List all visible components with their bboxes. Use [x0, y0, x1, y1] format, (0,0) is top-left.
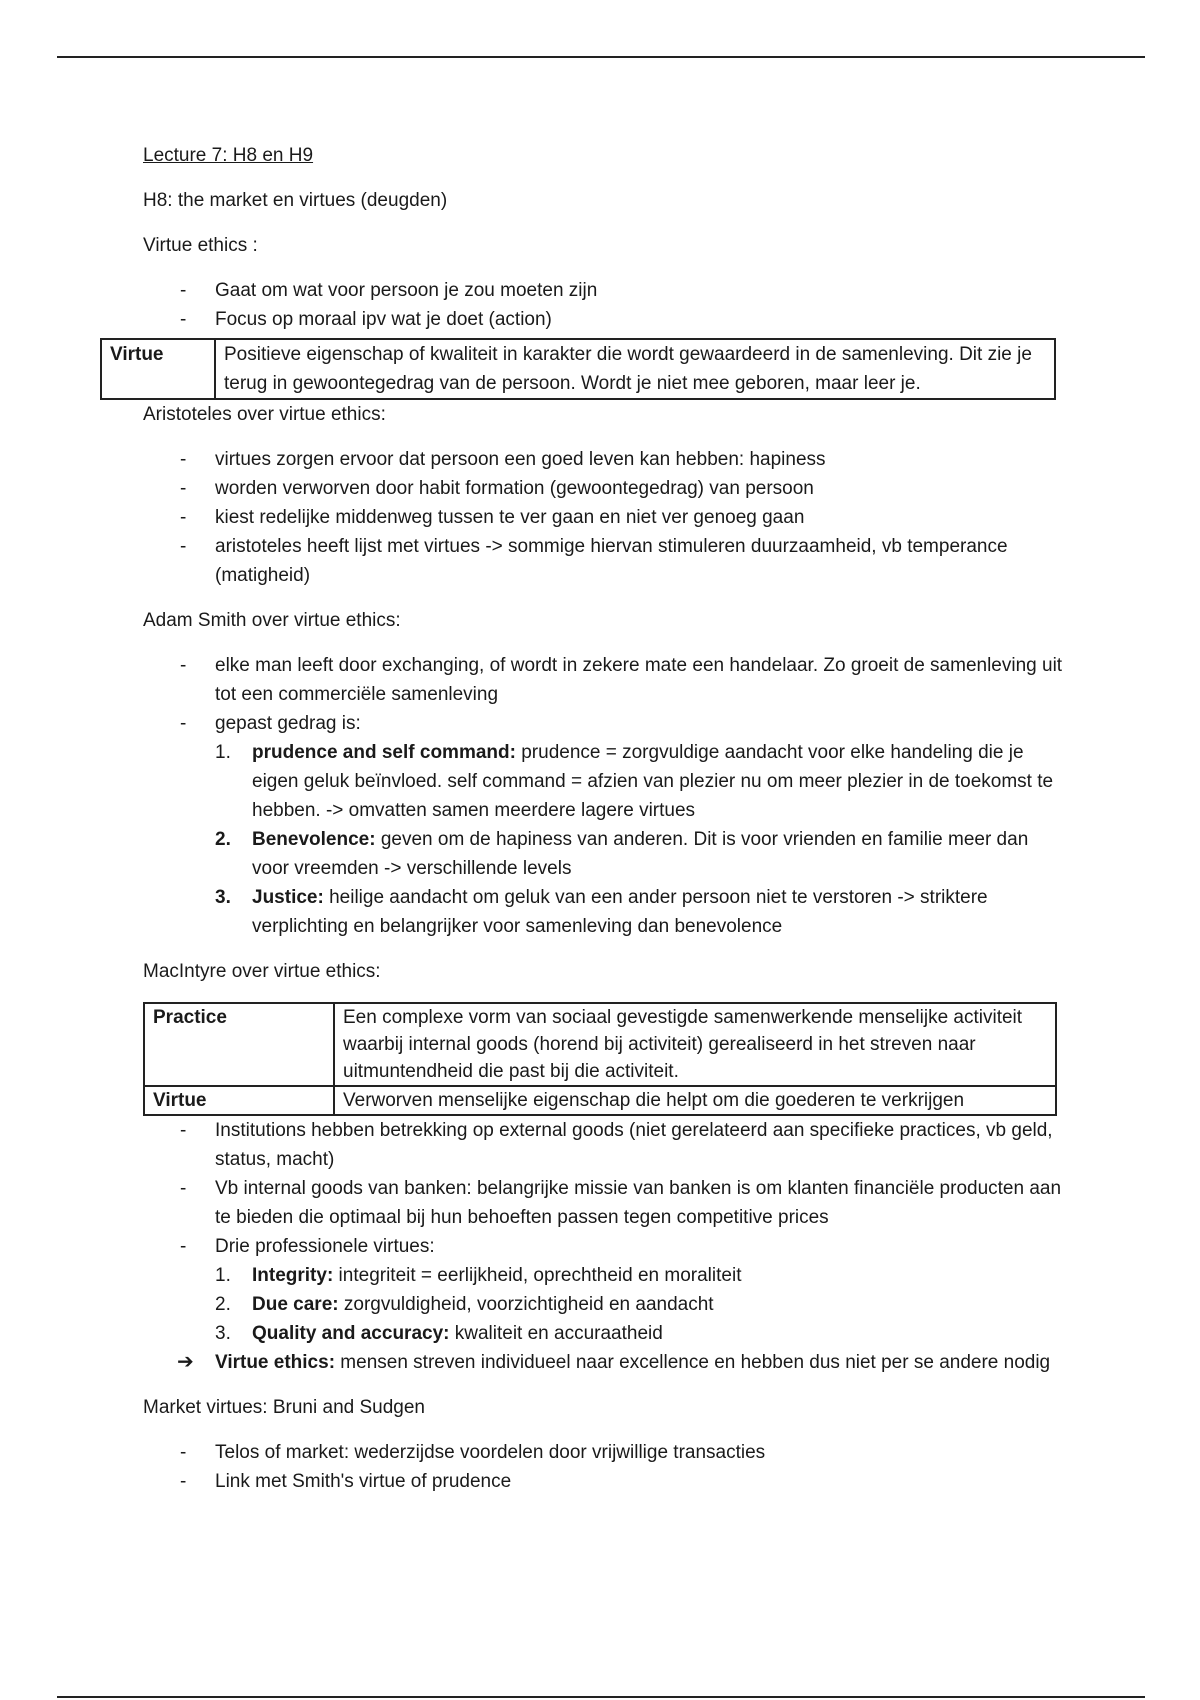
list-item: - elke man leeft door exchanging, of wordt in zekere mate een handelaar. Zo groeit de samenleving uit tot een commerciële samenleving: [215, 651, 1063, 709]
item-text: heilige aandacht om geluk van een ander persoon niet te verstoren -> striktere verplichting en belangrijker voor samenleving dan benevolence: [252, 887, 988, 937]
virtue-ethics-label: Virtue ethics :: [143, 235, 258, 256]
lecture-title: Lecture 7: H8 en H9: [143, 145, 314, 166]
smith-list: [143, 651, 1063, 941]
list-item: - aristoteles heeft lijst met virtues -> sommige hiervan stimuleren duurzaamheid, vb temperance (matigheid): [215, 532, 1063, 590]
list-item: - Focus op moraal ipv wat je doet (action): [215, 305, 1063, 334]
table-term: Virtue: [144, 1086, 334, 1115]
table-row: [144, 1003, 1056, 1086]
list-item-text: Drie professionele virtues:: [215, 1236, 435, 1257]
table-row: [101, 339, 1055, 399]
smith-label: Adam Smith over virtue ethics:: [143, 610, 401, 631]
item-text: geven om de hapiness van anderen. Dit is voor vrienden en familie meer dan voor vreemden -> verschillende levels: [252, 829, 1029, 879]
virtue-ethics-list: [143, 276, 1063, 334]
item-number: 3.: [215, 1323, 231, 1344]
item-number: 2.: [215, 1294, 231, 1315]
list-item: - Telos of market: wederzijdse voordelen door vrijwillige transacties: [215, 1438, 1063, 1467]
smith-virtues-list: [215, 738, 1063, 941]
table-definition: Verworven menselijke eigenschap die helpt om die goederen te verkrijgen: [334, 1086, 1056, 1115]
item-term: Quality and accuracy:: [252, 1323, 450, 1344]
numbered-item: [215, 1290, 1063, 1319]
list-item: - Gaat om wat voor persoon je zou moeten zijn: [215, 276, 1063, 305]
item-term: Integrity:: [252, 1265, 334, 1286]
list-item: [215, 709, 1063, 941]
footer-rule: [57, 1696, 1145, 1698]
list-item: - Vb internal goods van banken: belangrijke missie van banken is om klanten financiële producten aan te bieden die optimaal bij hun behoeften passen tegen competitive prices: [215, 1174, 1063, 1232]
list-item: - Link met Smith's virtue of prudence: [215, 1467, 1063, 1496]
numbered-item: [215, 825, 1063, 883]
item-number: 1.: [215, 1265, 231, 1286]
aristoteles-list: [143, 445, 1063, 590]
numbered-item: [215, 1319, 1063, 1348]
list-item: - kiest redelijke middenweg tussen te ver gaan en niet ver genoeg gaan: [215, 503, 1063, 532]
item-text: kwaliteit en accuraatheid: [449, 1323, 663, 1344]
macintyre-list: [143, 1116, 1063, 1377]
list-item-text: gepast gedrag is:: [215, 713, 361, 734]
table-term: Practice: [144, 1003, 334, 1086]
table-row: [144, 1086, 1056, 1115]
list-item: [215, 1232, 1063, 1348]
list-item: - worden verworven door habit formation (gewoontegedrag) van persoon: [215, 474, 1063, 503]
table-definition: Positieve eigenschap of kwaliteit in karakter die wordt gewaardeerd in de samenleving. Dit zie je terug in gewoontegedrag van de persoon. Wordt je niet mee geboren, maar leer je.: [215, 339, 1055, 399]
numbered-item: [215, 1261, 1063, 1290]
item-term: Due care:: [252, 1294, 339, 1315]
header-rule: [57, 56, 1145, 58]
item-term: prudence and self command:: [252, 742, 516, 763]
item-number: 3.: [215, 887, 231, 908]
table-definition: Een complexe vorm van sociaal gevestigde samenwerkende menselijke activiteit waarbij internal goods (horend bij activiteit) gerealiseerd in het streven naar uitmuntendheid die past bij die activiteit.: [334, 1003, 1056, 1086]
macintyre-label: MacIntyre over virtue ethics:: [143, 961, 381, 982]
item-number: 2.: [215, 829, 231, 850]
item-number: 1.: [215, 742, 231, 763]
item-term: Benevolence:: [252, 829, 376, 850]
macintyre-table: [143, 1002, 1057, 1116]
list-item: - Institutions hebben betrekking op external goods (niet gerelateerd aan specifieke practices, vb geld, status, macht): [215, 1116, 1063, 1174]
document-body: [110, 141, 1063, 1512]
table-term: Virtue: [101, 339, 215, 399]
virtue-definition-table: [100, 338, 1056, 400]
item-text: zorgvuldigheid, voorzichtigheid en aandacht: [338, 1294, 714, 1315]
aristoteles-label: Aristoteles over virtue ethics:: [143, 404, 386, 425]
market-label: Market virtues: Bruni and Sudgen: [143, 1397, 425, 1418]
numbered-item: [215, 738, 1063, 825]
arrow-conclusion: [215, 1348, 1063, 1377]
item-text: prudence = zorgvuldige aandacht voor elke handeling die je eigen geluk beïnvloed. self command = afzien van plezier nu om meer plezier in de toekomst te hebben. -> omvatten samen meerdere lagere virtues: [252, 742, 1054, 821]
h8-heading: H8: the market en virtues (deugden): [143, 190, 448, 211]
professional-virtues-list: [215, 1261, 1063, 1348]
list-item: - virtues zorgen ervoor dat persoon een goed leven kan hebben: hapiness: [215, 445, 1063, 474]
numbered-item: [215, 883, 1063, 941]
item-term: Virtue ethics:: [215, 1352, 336, 1373]
market-list: [143, 1438, 1063, 1496]
item-text: integriteit = eerlijkheid, oprechtheid en moraliteit: [333, 1265, 742, 1286]
item-term: Justice:: [252, 887, 324, 908]
item-text: mensen streven individueel naar excellence en hebben dus niet per se andere nodig: [335, 1352, 1051, 1373]
